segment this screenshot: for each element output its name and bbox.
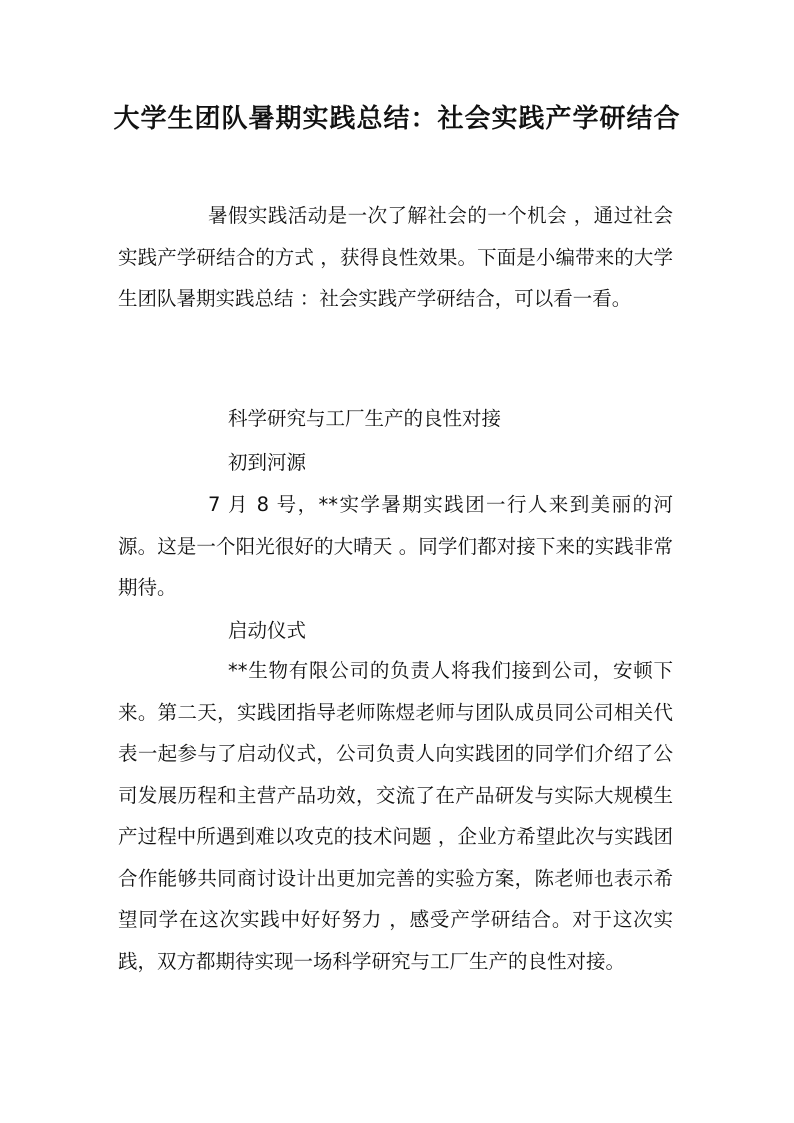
arrival-paragraph: 7 月 8 号，**实学暑期实践团一行人来到美丽的河源。这是一个阳光很好的大晴天 。同学们都对接下来的实践非常期待。	[118, 493, 673, 599]
launch-paragraph: **生物有限公司的负责人将我们接到公司，安顿下来。第二天，实践团指导老师陈煜老师与团队成员同公司相关代表一起参与了启动仪式，公司负责人向实践团的同学们介绍了公司发展历程和主营产品功效，交流了在产品研发与实际大规模生产过程中所遇到难以攻克的技术问题 ，企业方希望此次与实践团合作能够共同商讨设计出更加完善的实验方案，陈老师也表示希望同学在这次实践中好好努力 ，感受产学研结合。对于这次实践，双方都期待实现一场科学研究与工厂生产的良性对接。	[118, 659, 673, 973]
subheading-arrival: 初到河源	[228, 451, 307, 474]
document-title: 大学生团队暑期实践总结：社会实践产学研结合	[113, 104, 681, 134]
subheading-launch: 启动仪式	[228, 619, 307, 642]
section-heading: 科学研究与工厂生产的良性对接	[228, 407, 502, 430]
intro-paragraph: 暑假实践活动是一次了解社会的一个机会 ，通过社会实践产学研结合的方式 ，获得良性效果。下面是小编带来的大学生团队暑期实践总结 ：社会实践产学研结合，可以看一看。	[118, 204, 673, 310]
